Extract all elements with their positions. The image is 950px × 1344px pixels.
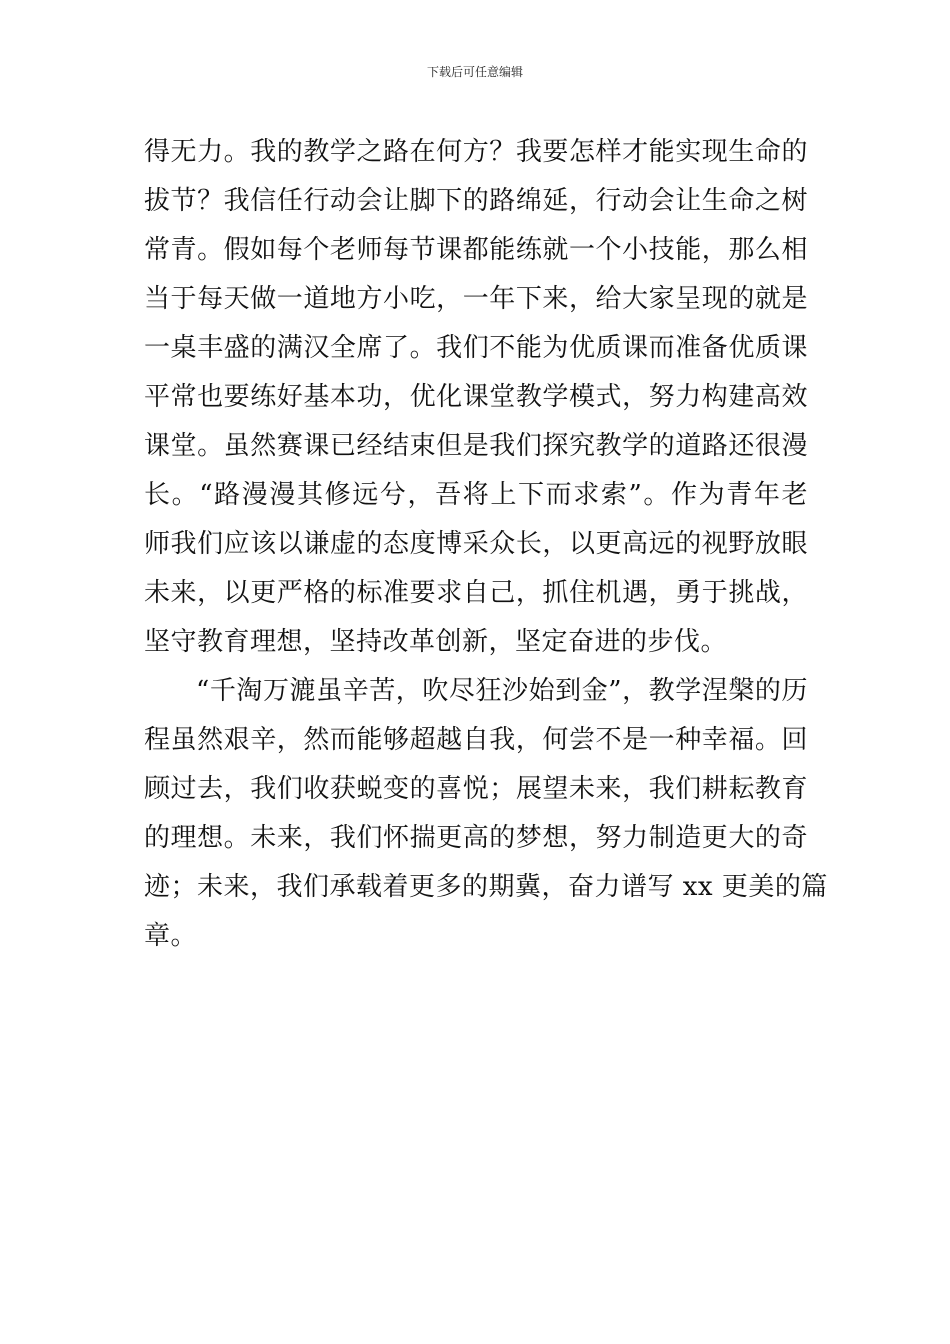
document-body [144,128,828,961]
text-line: 顾过去，我们收获蜕变的喜悦；展望未来，我们耕耘教育 [144,774,808,804]
text-line: 拔节？我信任行动会让脚下的路绵延，行动会让生命之树 [144,186,808,216]
paragraph-1 [144,128,808,667]
text-line: 章。 [144,921,198,951]
text-line: 课堂。虽然赛课已经结束但是我们探究教学的道路还很漫 [144,431,808,461]
text-line: 平常也要练好基本功，优化课堂教学模式，努力构建高效 [144,382,808,412]
text-line: 师我们应该以谦虚的态度博采众长，以更高远的视野放眼 [144,529,808,559]
text-line: 的理想。未来，我们怀揣更高的梦想，努力制造更大的奇 [144,823,808,853]
text-line: 得无力。我的教学之路在何方？我要怎样才能实现生命的 [144,137,808,167]
text-line: “千淘万漉虽辛苦，吹尽狂沙始到金”，教学涅槃的历 [196,676,808,706]
text-line: 迹；未来，我们承载着更多的期冀，奋力谱写 xx 更美的篇 [144,872,828,902]
text-line: 当于每天做一道地方小吃，一年下来，给大家呈现的就是 [144,284,808,314]
text-line: 一桌丰盛的满汉全席了。我们不能为优质课而准备优质课 [144,333,808,363]
text-line: 程虽然艰辛，然而能够超越自我，何尝不是一种幸福。回 [144,725,808,755]
page-header: 下载后可任意编辑 [426,65,523,79]
text-line: 坚守教育理想，坚持改革创新，坚定奋进的步伐。 [144,627,728,657]
paragraph-2 [144,667,828,961]
text-line: 长。“路漫漫其修远兮，吾将上下而求索”。作为青年老 [144,480,808,510]
text-line: 未来，以更严格的标准要求自己，抓住机遇，勇于挑战， [144,578,808,608]
text-line: 常青。假如每个老师每节课都能练就一个小技能，那么相 [144,235,808,265]
